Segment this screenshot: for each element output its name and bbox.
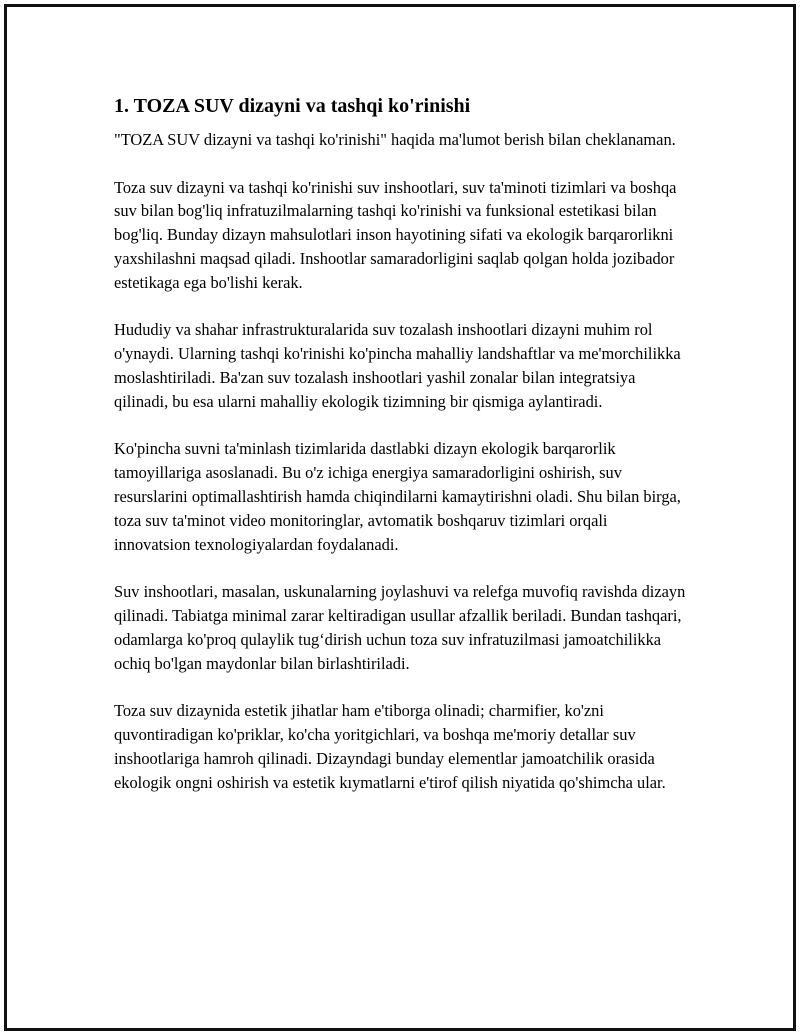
document-title: 1. TOZA SUV dizayni va tashqi ko'rinishi — [114, 95, 471, 117]
paragraph-aesthetics: Toza suv dizaynida estetik jihatlar ham e'tiborga olinadi; charmifier, ko'zni quvontiradigan ko'priklar, ko'cha yoritgichlari, va boshqa me'moriy detallar suv inshootlariga hamroh qilinadi. Dizayndagi bunday elementlar jamoatchilik orasida ekologik ongni oshirish va estetik kıymatlarni e'tirof qilish niyatida qo'shimcha ular. — [114, 701, 666, 792]
paragraph-urban-infrastructure: Hududiy va shahar infrastrukturalarida suv tozalash inshootlari dizayni muhim rol o'ynaydi. Ularning tashqi ko'rinishi ko'pincha mahalliy landshaftlar va me'morchilikka moslashtiriladi. Ba'zan suv tozalash inshootlari yashil zonalar bilan integratsiya qilinadi, bu esa ularni mahalliy ekologik tizimning bir qismiga aylantiradi. — [114, 320, 681, 411]
document-body — [114, 92, 686, 818]
paragraph-sustainability: Ko'pincha suvni ta'minlash tizimlarida dastlabki dizayn ekologik barqarorlik tamoyillariga asoslanadi. Bu o'z ichiga energiya samaradorligini oshirish, suv resurslarini optimallashtirish hamda chiqindilarni kamaytirishni oladi. Shu bilan birga, toza suv ta'minot video monitoringlar, avtomatik boshqaruv tizimlari orqali innovatsion texnologiyalardan foydalanadi. — [114, 439, 681, 554]
paragraph-site-planning: Suv inshootlari, masalan, uskunalarning joylashuvi va relefga muvofiq ravishda dizayn qilinadi. Tabiatga minimal zarar keltiradigan usullar afzallik beriladi. Bundan tashqari, odamlarga ko'proq qulaylik tug‘dirish uchun toza suv infratuzilmasi jamoatchilikka ochiq bo'lgan maydonlar bilan birlashtiriladi. — [114, 582, 686, 673]
paragraph-intro: "TOZA SUV dizayni va tashqi ko'rinishi" haqida ma'lumot berish bilan cheklanaman. — [114, 130, 676, 149]
paragraph-design-overview: Toza suv dizayni va tashqi ko'rinishi suv inshootlari, suv ta'minoti tizimlari va boshqa suv bilan bog'liq infratuzilmalarning tashqi ko'rinishi va funksional estetikasi bilan bog'liq. Bunday dizayn mahsulotlari inson hayotining sifati va ekologik barqarorlikni yaxshilashni maqsad qiladi. Inshootlar samaradorligini saqlab qolgan holda jozibador estetikaga ega bo'lishi kerak. — [114, 177, 677, 292]
